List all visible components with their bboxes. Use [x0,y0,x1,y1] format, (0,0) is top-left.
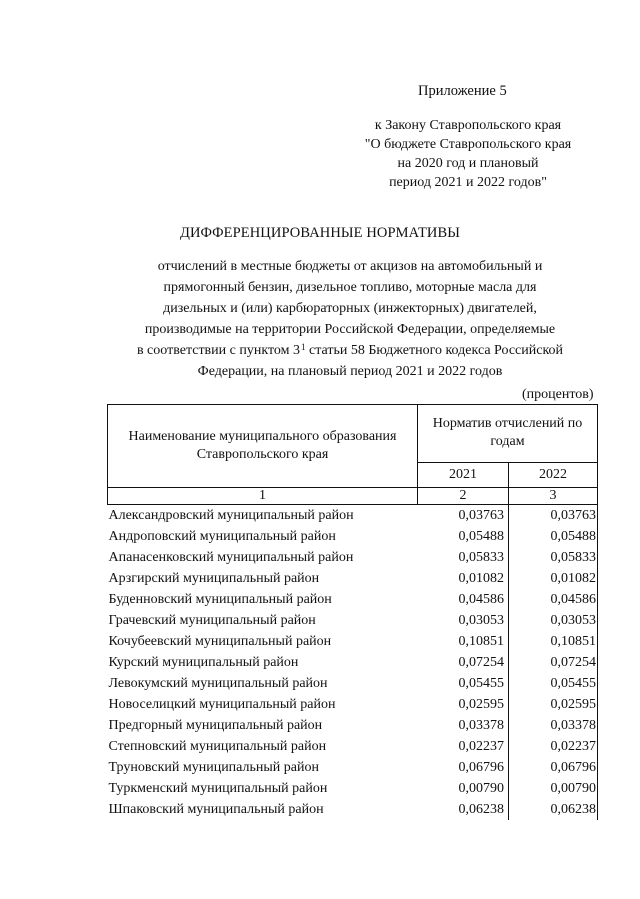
norm-value-2021: 0,02237 [418,736,509,757]
law-reference [330,116,606,192]
column-number: 1 [108,488,418,505]
norm-value-2022: 0,05833 [509,547,598,568]
norm-value-2022: 0,07254 [509,652,598,673]
norm-value-2021: 0,04586 [418,589,509,610]
municipality-name: Шпаковский муниципальный район [108,801,324,817]
table-row [108,736,598,757]
norm-value-2022: 0,04586 [509,589,598,610]
law-reference-line: период 2021 и 2022 годов" [389,175,547,190]
subtitle-line: производимые на территории Российской Федерации, определяемые [144,322,556,337]
norm-value-2021: 0,05833 [418,547,509,568]
norm-value-2021: 0,03763 [418,505,509,527]
norm-value-2021: 0,01082 [418,568,509,589]
column-header-norm: Норматив отчислений по годам [418,405,598,463]
law-reference-line: на 2020 год и плановый [397,156,539,171]
municipality-name: Левокумский муниципальный район [108,675,328,691]
table-row [108,715,598,736]
superscript: 1 [301,342,306,352]
table-row [108,631,598,652]
municipality-name: Грачевский муниципальный район [108,612,316,628]
column-number: 2 [418,488,509,505]
table-row [108,652,598,673]
table-row [108,589,598,610]
subtitle-line: отчислений в местные бюджеты от акцизов на автомобильный и [157,259,543,274]
norms-table [107,404,598,820]
municipality-name: Труновский муниципальный район [108,759,319,775]
law-reference-line: "О бюджете Ставропольского края [364,137,572,152]
column-number: 3 [509,488,598,505]
norm-value-2022: 0,05488 [509,526,598,547]
table-row [108,757,598,778]
law-reference-line: к Закону Ставропольского края [374,118,562,133]
column-header-year-2021: 2021 [418,462,509,487]
table-row [108,547,598,568]
norm-value-2021: 0,02595 [418,694,509,715]
table-row [108,673,598,694]
column-header-year-2022: 2022 [509,462,598,487]
municipality-name: Апанасенковский муниципальный район [108,549,354,565]
norm-value-2021: 0,05455 [418,673,509,694]
municipality-name: Степновский муниципальный район [108,738,327,754]
norm-value-2021: 0,06238 [418,799,509,820]
table-row [108,505,598,527]
norm-value-2022: 0,03763 [509,505,598,527]
table-row [108,799,598,820]
municipality-name: Арзгирский муниципальный район [108,570,320,586]
norm-value-2022: 0,02237 [509,736,598,757]
subtitle-line: прямогонный бензин, дизельное топливо, моторные масла для [163,280,537,295]
subtitle-line: Федерации, на плановый период 2021 и 2022 годов [197,364,503,379]
column-header-name: Наименование муниципального образования Ставропольского края [108,405,418,488]
norm-value-2022: 0,02595 [509,694,598,715]
municipality-name: Новоселицкий муниципальный район [108,696,336,712]
norm-value-2022: 0,06238 [509,799,598,820]
norm-value-2022: 0,00790 [509,778,598,799]
norm-value-2021: 0,00790 [418,778,509,799]
municipality-name: Курский муниципальный район [108,654,299,670]
municipality-name: Предгорный муниципальный район [108,717,323,733]
norm-value-2022: 0,03378 [509,715,598,736]
units-label: (процентов) [522,387,594,402]
document-title: ДИФФЕРЕНЦИРОВАННЫЕ НОРМАТИВЫ [179,225,461,241]
table-row [108,568,598,589]
table-row [108,778,598,799]
municipality-name: Кочубеевский муниципальный район [108,633,332,649]
norm-value-2022: 0,06796 [509,757,598,778]
appendix-label: Приложение 5 [418,83,507,99]
document-subtitle [78,256,622,382]
subtitle-line: дизельных и (или) карбюраторных (инжекторных) двигателей, [163,301,537,316]
norm-value-2022: 0,01082 [509,568,598,589]
subtitle-text: статьи 58 Бюджетного кодекса Российской [305,343,564,358]
norm-value-2022: 0,10851 [509,631,598,652]
norm-value-2021: 0,03053 [418,610,509,631]
norm-value-2022: 0,05455 [509,673,598,694]
subtitle-line [78,340,622,361]
municipality-name: Буденновский муниципальный район [108,591,332,607]
norm-value-2021: 0,06796 [418,757,509,778]
norm-value-2021: 0,05488 [418,526,509,547]
table-row [108,526,598,547]
table-row [108,694,598,715]
municipality-name: Андроповский муниципальный район [108,528,336,544]
municipality-name: Александровский муниципальный район [108,507,354,523]
subtitle-text: в соответствии с пунктом 3 [136,343,300,358]
norm-value-2021: 0,07254 [418,652,509,673]
table-row [108,610,598,631]
norm-value-2022: 0,03053 [509,610,598,631]
municipality-name: Туркменский муниципальный район [108,780,328,796]
norm-value-2021: 0,03378 [418,715,509,736]
norm-value-2021: 0,10851 [418,631,509,652]
